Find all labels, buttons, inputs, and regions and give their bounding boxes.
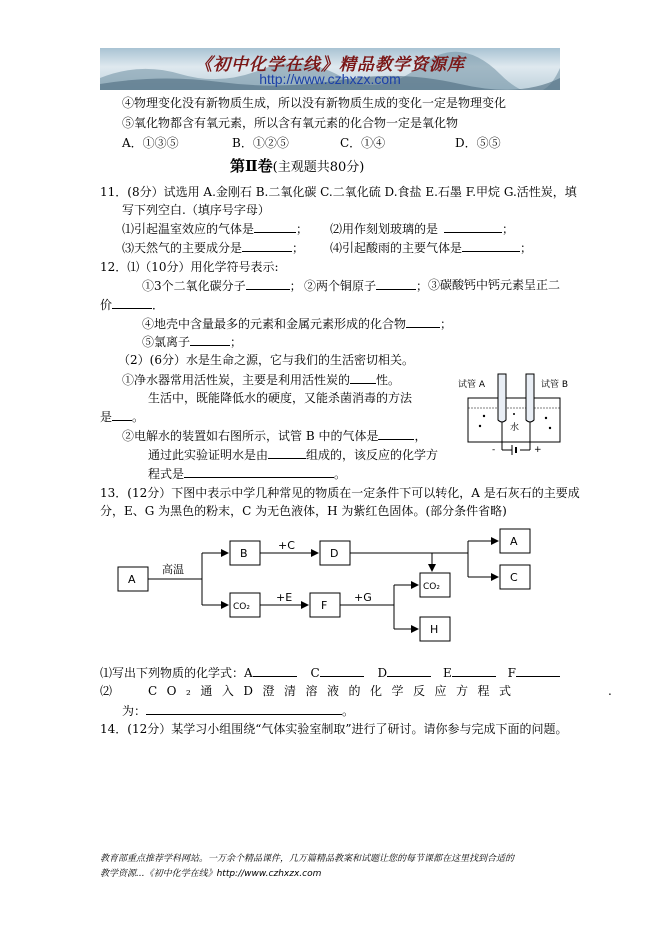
q11-line1: 11．(8分）试选用 A.金刚石 B.二氧化碳 C.二氧化硫 D.食盐 E.石墨 F.甲烷 G.活性炭，填 [100,185,577,199]
q13-sub2-wei: 为： [122,704,147,718]
q13-sub1-text: ⑴写出下列物质的化学式： [100,666,245,680]
node-a-label: A [128,573,136,586]
q13-answer-e[interactable] [452,665,496,677]
q11-sep-3: ； [292,241,305,255]
q12-a3-dot: ． [152,298,165,312]
q12-a2-text: ②两个铜原子 [304,279,377,293]
q11-answer-2[interactable] [444,221,502,233]
q12-b3a-answer[interactable] [378,428,414,440]
transformation-diagram [110,527,570,655]
q12-a3-cont [100,297,164,313]
condition-plus-e: +E [276,591,293,604]
prev-option-c: C．①④ [340,136,386,150]
q12-b2-answer[interactable] [112,409,132,421]
condition-plus-g: +G [354,591,372,604]
q12-b3c-end: 。 [334,467,347,481]
section-title [230,157,364,177]
q12-b3c-answer[interactable] [184,466,334,478]
q12-b2b-text: 是 [100,410,113,424]
water-label: 水 [510,423,520,433]
q11-part3-text: ⑶天然气的主要成分是 [122,241,243,255]
electrolysis-apparatus [454,370,574,456]
q12-b3b-end: 组成的，该反应的化学方 [306,448,439,462]
q12-b3c [148,466,346,482]
q13-sub2-answer[interactable] [146,703,342,715]
banner-title: 《初中化学在线》精品教学资源库 [195,55,465,75]
q11-part3 [122,240,304,256]
q12-a5 [142,334,242,350]
q12-b3b-answer[interactable] [268,447,306,459]
q12-a4-answer[interactable] [406,316,440,328]
battery-minus: - [492,445,496,455]
tube-a-label: 试管 A [458,380,486,390]
q13-label-f: F [507,666,516,680]
q12-a1 [142,278,302,294]
q14-line: 14．(12分）某学习小组围绕“气体实验室制取”进行了研讨。请你参与完成下面的问题。 [100,722,568,736]
node-f-label: F [321,599,328,612]
q13-sub2-line2 [122,703,354,719]
q13-answer-d[interactable] [387,665,431,677]
prev-item-4: ④物理变化没有新物质生成，所以没有新物质生成的变化一定是物理变化 [122,96,507,110]
node-b-label: B [240,547,248,560]
q12-b3b [148,447,438,463]
q12-heading: 12．⑴（10分）用化学符号表示: [100,260,279,274]
banner-url[interactable]: http://www.czhxzx.com [259,71,401,87]
footer-line2[interactable]: 教学资源...《初中化学在线》http://www.czhxzx.com [100,869,322,879]
q11-sep-2: ； [502,222,515,236]
q13-label-c: C [310,666,320,680]
q13-sub2-dot: . [608,684,612,698]
q12-b1 [122,372,400,388]
q12-b1-text: ①净水器常用活性炭，主要是利用活性炭的 [122,373,351,387]
q13-label-e: E [442,666,452,680]
node-d-label: D [330,547,339,560]
q12-a5-text: ⑤氯离子 [142,335,191,349]
node-h-label: H [430,623,439,636]
condition-high-temp: 高温 [162,563,184,576]
prev-option-d: D．⑤⑤ [455,136,501,150]
q11-part4-text: ⑷引起酸雨的主要气体是 [330,241,463,255]
prev-option-a: A．①③⑤ [122,136,179,150]
q12-a3: ③碳酸钙中钙元素呈正二 [428,278,561,292]
q11-answer-3[interactable] [242,240,292,252]
q12-b3b-text: 通过此实验证明水是由 [148,448,269,462]
q12-a2-sep: ； [416,279,429,293]
prev-item-5: ⑤氧化物都含有氧元素，所以含有氧元素的化合物一定是氧化物 [122,116,459,130]
q13-sub2-text: CO₂通入D澄清溶液的化学反应方程式 [148,684,521,698]
prev-option-b: B．①②⑤ [232,136,289,150]
q12-b3c-text: 程式是 [148,467,185,481]
tube-b-label: 试管 B [541,380,569,390]
test-tube-b [526,374,534,422]
q12-a3b-text: 价 [100,298,113,312]
q13-answer-c[interactable] [320,665,364,677]
q12-b2b [100,409,144,425]
q13-sub2-end: 。 [342,704,355,718]
node-co2-left-label: CO₂ [233,602,250,612]
q11-line2: 写下列空白.（填序号字母） [122,203,270,217]
q12-a4-text: ④地壳中含量最多的元素和金属元素形成的化合物 [142,317,407,331]
q11-part1 [122,221,308,237]
q12-b2-end: 。 [132,410,145,424]
q12-a3-answer[interactable] [112,297,152,309]
q11-part4 [330,240,532,256]
q11-part2 [330,221,514,237]
q13-label-a: A [244,666,253,680]
q11-sep-4: ； [520,241,533,255]
q12-a5-answer[interactable] [190,334,230,346]
q12-b2a: 生活中，既能降低水的硬度，又能杀菌消毒的方法 [148,391,413,405]
q11-answer-1[interactable] [254,221,296,233]
q12-a1-sep: ； [289,279,302,293]
q13-answer-f[interactable] [516,665,560,677]
q12-b1-answer[interactable] [350,372,376,384]
q12-a1-text: ①3个二氧化碳分子 [142,279,246,293]
q11-part2-text: ⑵用作刻划玻璃的是 [330,222,439,236]
q12-a2 [304,278,428,294]
header-banner [100,48,560,90]
water-trough [468,398,560,442]
test-tube-a [498,374,506,422]
q12-a4 [142,316,452,332]
q12-a5-sep: ； [230,335,243,349]
q13-line2: 分，E、G 为黑色的粉末，C 为无色液体，H 为紫红色固体。(部分条件省略) [100,504,507,518]
q13-sub1 [100,665,560,681]
q12-a1-answer[interactable] [246,278,290,290]
battery-plus: + [534,445,542,455]
q12-b3a-text: ②电解水的装置如右图所示，试管 B 中的气体是 [122,429,379,443]
section-title-main: 第Ⅱ卷 [230,157,273,175]
q13-sub2-num: ⑵ [100,684,113,698]
q12-b3a [122,428,426,444]
node-a-out-label: A [510,535,518,548]
q13-label-d: D [377,666,388,680]
footer-line1: 教育部重点推荐学科网站。一万余个精品课件，几万篇精品教案和试题让您的每节课都在这里找到合适的 [100,854,515,864]
q12-part2-heading: （2）(6分）水是生命之源，它与我们的生活密切相关。 [118,353,414,367]
q13-answer-a[interactable] [253,665,297,677]
q12-a4-sep: ； [440,317,453,331]
node-c-out-label: C [510,571,518,584]
q11-sep-1: ； [296,222,309,236]
section-title-sub: (主观题共80分) [272,160,365,175]
q12-b3a-end: ， [414,429,427,443]
node-co2-right-label: CO₂ [423,582,440,592]
q11-part1-text: ⑴引起温室效应的气体是 [122,222,255,236]
q13-line1: 13．(12分）下图中表示中学几种常见的物质在一定条件下可以转化，A 是石灰石的主要成 [100,486,580,500]
q12-a2-answer[interactable] [376,278,416,290]
q11-answer-4[interactable] [462,240,520,252]
q12-b1-end: 性。 [376,373,401,387]
condition-plus-c: +C [278,539,295,552]
